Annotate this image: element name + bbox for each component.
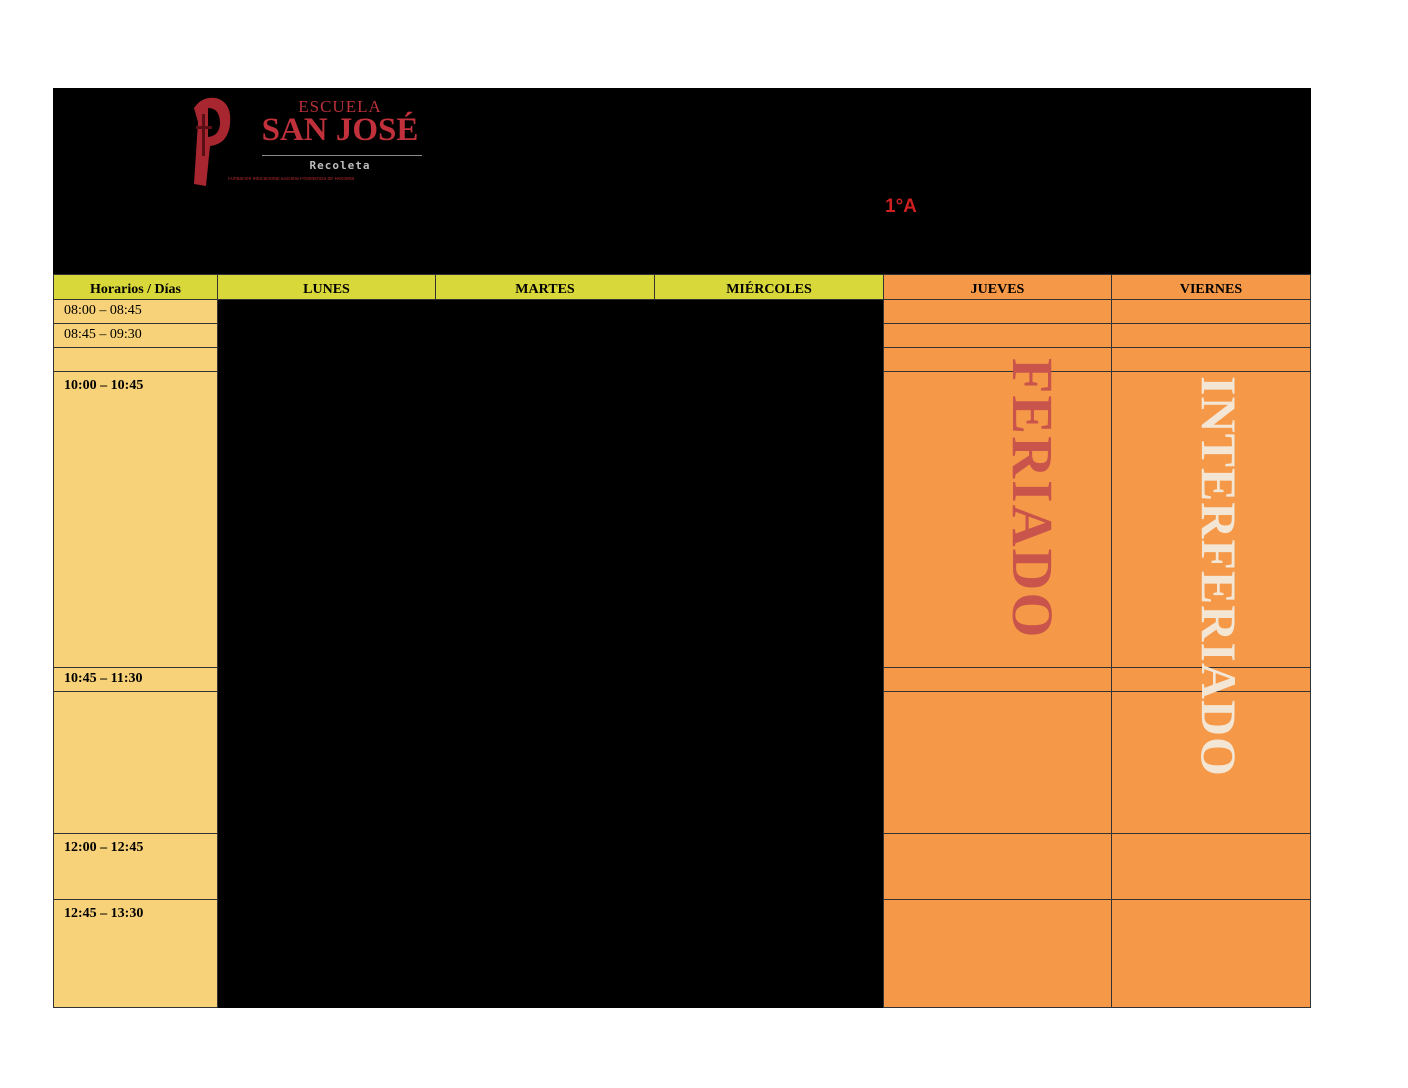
time-slot: 12:45 – 13:30 — [54, 900, 218, 1008]
logo-school-word: ESCUELA — [298, 97, 382, 116]
header-row — [54, 275, 1311, 300]
thursday-cell — [884, 692, 1112, 834]
friday-cell — [1112, 300, 1311, 324]
school-logo — [188, 94, 463, 190]
day-header-thursday: JUEVES — [884, 275, 1112, 300]
day-header-tuesday: MARTES — [436, 275, 655, 300]
schedule-table — [53, 274, 1311, 1008]
time-slot — [54, 692, 218, 834]
logo-school-place: Recoleta — [309, 159, 371, 172]
friday-cell — [1112, 834, 1311, 900]
time-slot: 10:45 – 11:30 — [54, 668, 218, 692]
redacted-block — [218, 300, 884, 1008]
friday-cell — [1112, 348, 1311, 372]
time-slot: 10:00 – 10:45 — [54, 372, 218, 668]
logo-divider — [262, 155, 422, 156]
friday-cell — [1112, 324, 1311, 348]
time-slot: 08:45 – 09:30 — [54, 324, 218, 348]
course-label: 1°A — [885, 196, 917, 217]
time-slot: 12:00 – 12:45 — [54, 834, 218, 900]
thursday-cell — [884, 324, 1112, 348]
time-slot: 08:00 – 08:45 — [54, 300, 218, 324]
table-row — [54, 300, 1311, 324]
thursday-cell — [884, 668, 1112, 692]
corner-header: Horarios / Días — [54, 275, 218, 300]
friday-bridge-holiday-label: INTERFERIADO — [1191, 376, 1247, 777]
day-header-wednesday: MIÉRCOLES — [655, 275, 884, 300]
thursday-holiday-label: FERIADO — [1000, 358, 1065, 640]
thursday-cell — [884, 300, 1112, 324]
thursday-cell — [884, 900, 1112, 1008]
school-emblem-icon — [188, 94, 238, 190]
logo-school-name: SAN JOSÉ — [261, 112, 419, 148]
day-header-monday: LUNES — [218, 275, 436, 300]
thursday-cell — [884, 372, 1112, 668]
thursday-cell — [884, 348, 1112, 372]
day-header-friday: VIERNES — [1112, 275, 1311, 300]
time-slot — [54, 348, 218, 372]
thursday-cell — [884, 834, 1112, 900]
friday-cell — [1112, 900, 1311, 1008]
logo-tagline: Fundación educacional Escuela Providencia de Recoleta — [228, 177, 355, 181]
